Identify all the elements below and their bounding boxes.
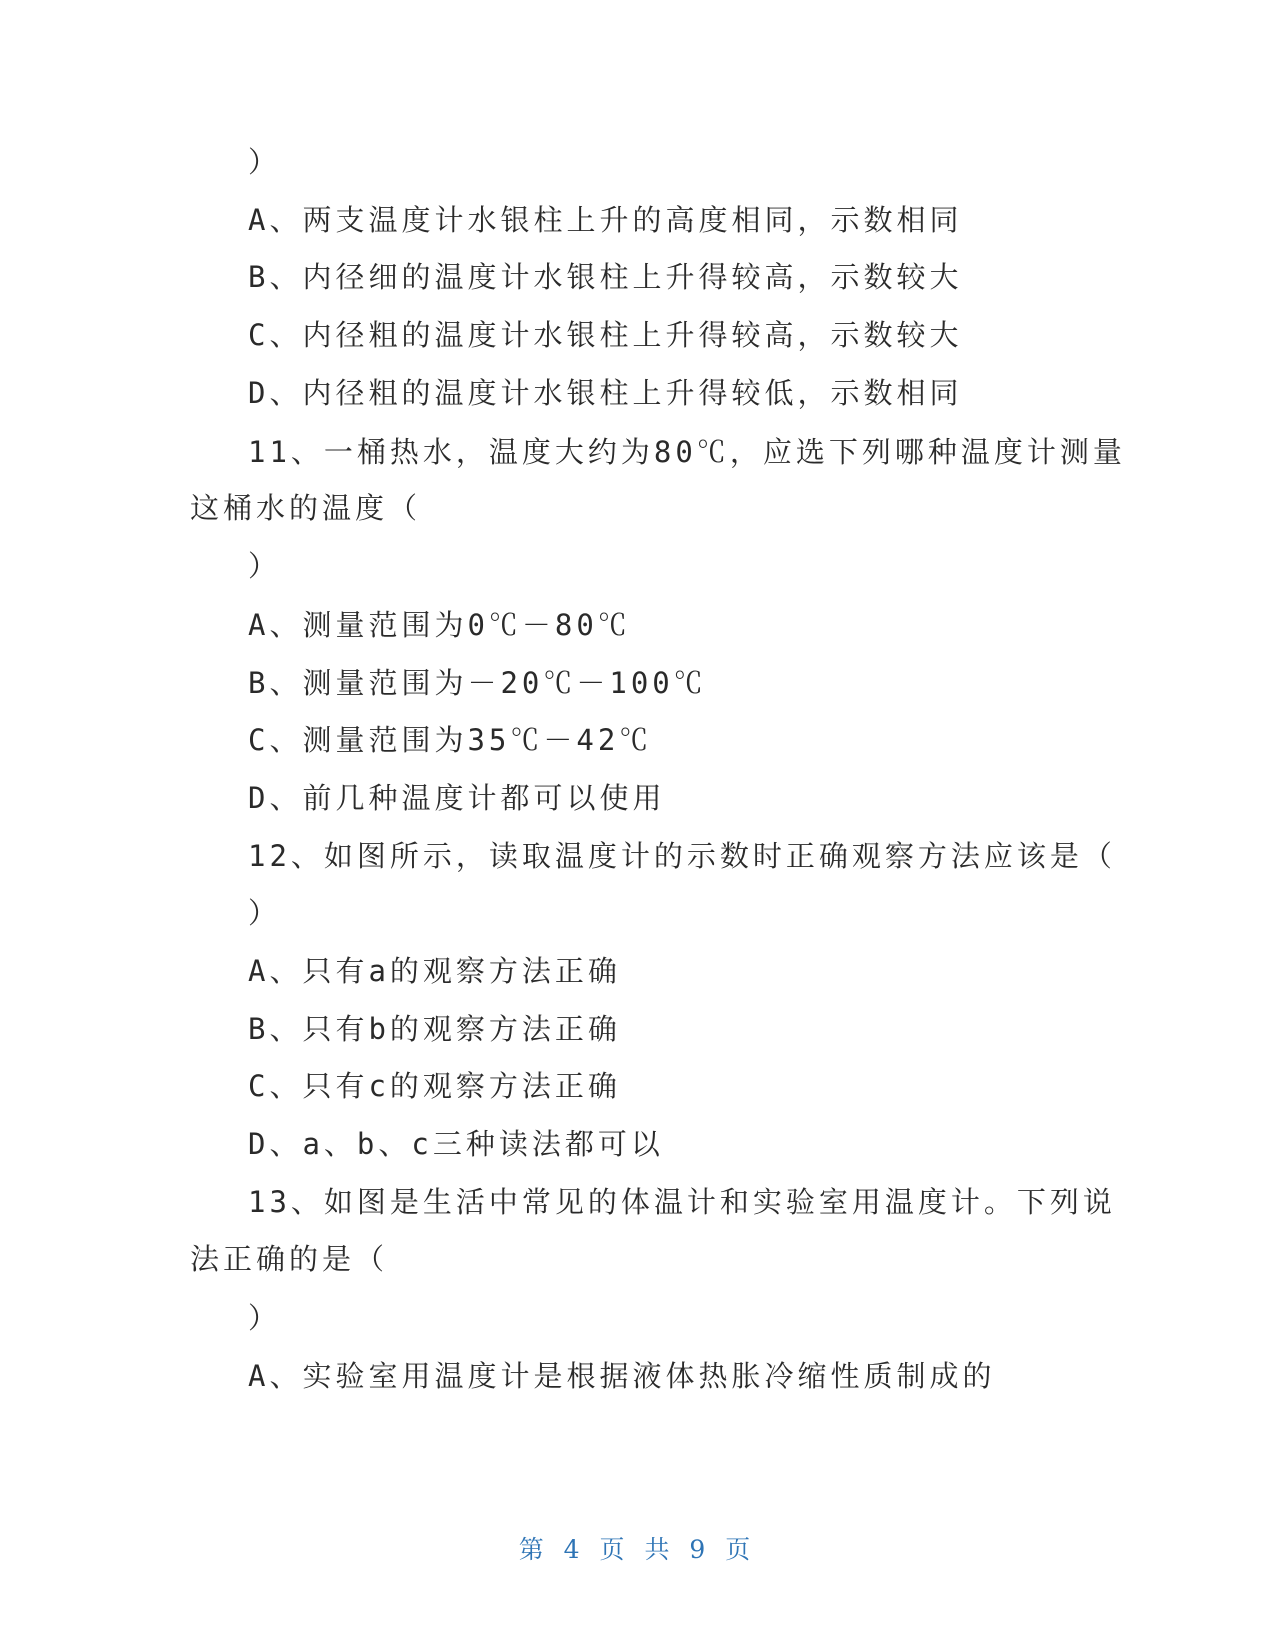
q11-option-c: C、测量范围为35℃－42℃ — [248, 723, 653, 757]
q10-option-d: D、内径粗的温度计水银柱上升得较低，示数相同 — [248, 376, 963, 410]
q13-close-paren: ） — [248, 1301, 282, 1335]
q11-stem-line1: 11、一桶热水，温度大约为80℃，应选下列哪种温度计测量 — [248, 435, 1126, 469]
q10-option-c: C、内径粗的温度计水银柱上升得较高，示数较大 — [248, 318, 963, 352]
q13-option-a: A、实验室用温度计是根据液体热胀冷缩性质制成的 — [248, 1359, 996, 1393]
q12-option-d: D、a、b、c三种读法都可以 — [248, 1127, 664, 1161]
q11-stem-line2: 这桶水的温度（ — [190, 491, 422, 525]
q11-option-d: D、前几种温度计都可以使用 — [248, 781, 666, 815]
q13-stem-line1: 13、如图是生活中常见的体温计和实验室用温度计。下列说 — [248, 1185, 1116, 1219]
q12-option-c: C、只有c的观察方法正确 — [248, 1069, 621, 1103]
q11-close-paren: ） — [248, 549, 282, 583]
q11-option-a: A、测量范围为0℃－80℃ — [248, 608, 631, 642]
q12-option-a: A、只有a的观察方法正确 — [248, 954, 621, 988]
q10-option-b: B、内径细的温度计水银柱上升得较高，示数较大 — [248, 260, 963, 294]
q10-close-paren: ） — [248, 145, 282, 179]
q12-close-paren: ） — [248, 896, 282, 930]
q12-stem-line1: 12、如图所示，读取温度计的示数时正确观察方法应该是（ — [248, 839, 1116, 873]
q11-option-b: B、测量范围为－20℃－100℃ — [248, 666, 707, 700]
q10-option-a: A、两支温度计水银柱上升的高度相同，示数相同 — [248, 203, 963, 237]
page-number-footer: 第 4 页 共 9 页 — [518, 1535, 757, 1564]
q12-option-b: B、只有b的观察方法正确 — [248, 1012, 621, 1046]
q13-stem-line2: 法正确的是（ — [190, 1242, 389, 1276]
